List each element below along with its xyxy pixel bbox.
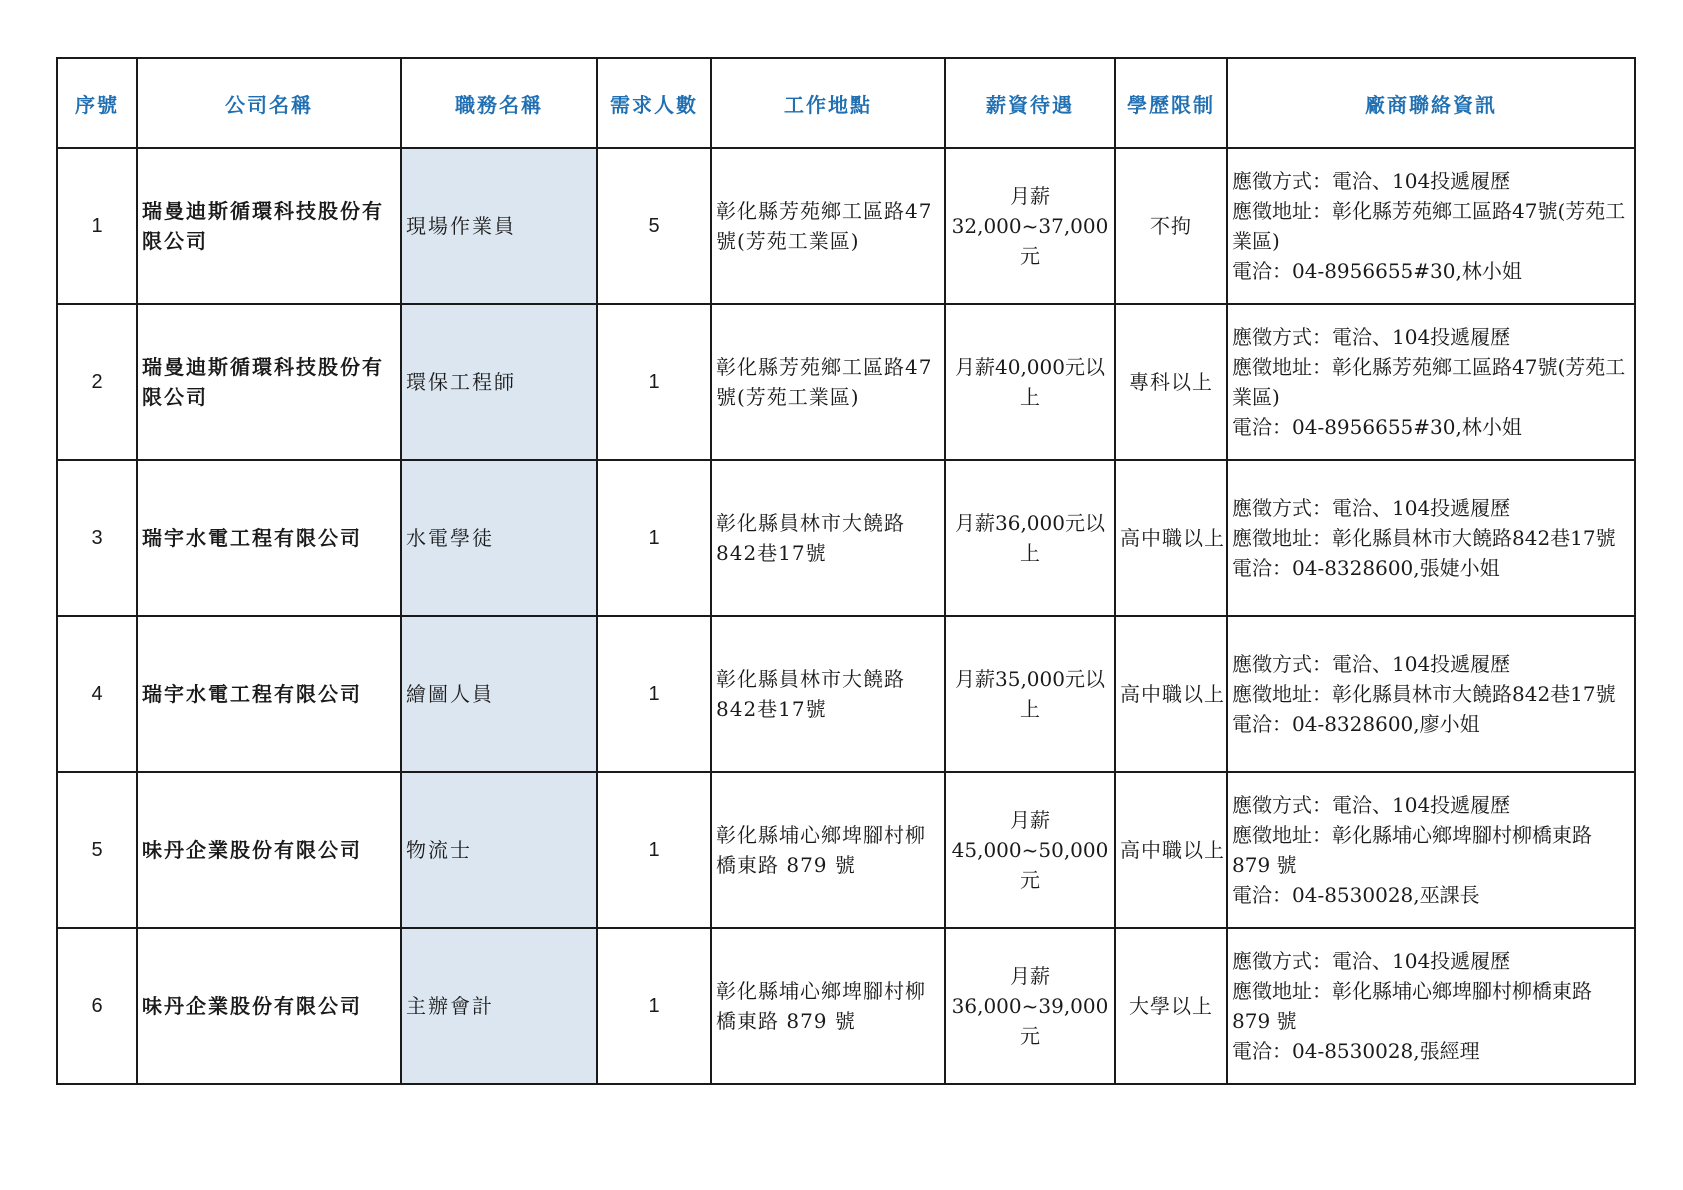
headcount: 1 — [597, 928, 711, 1084]
position-name: 現場作業員 — [401, 148, 597, 304]
table-row — [57, 616, 1635, 772]
header-company: 公司名稱 — [137, 58, 401, 148]
contact-info — [1227, 148, 1635, 304]
table-row — [57, 148, 1635, 304]
apply-method: 應徵方式：電洽、104投遞履歷 — [1232, 325, 1511, 349]
company-name: 瑞宇水電工程有限公司 — [137, 460, 401, 616]
contact-info — [1227, 460, 1635, 616]
table-header-row — [57, 58, 1635, 148]
header-contact: 廠商聯絡資訊 — [1227, 58, 1635, 148]
header-education: 學歷限制 — [1115, 58, 1227, 148]
education-requirement: 專科以上 — [1115, 304, 1227, 460]
headcount: 5 — [597, 148, 711, 304]
contact-phone: 電洽：04-8328600,廖小姐 — [1232, 712, 1480, 736]
table-row — [57, 460, 1635, 616]
education-requirement: 不拘 — [1115, 148, 1227, 304]
position-name: 物流士 — [401, 772, 597, 928]
salary: 月薪40,000元以上 — [945, 304, 1115, 460]
salary: 月薪36,000元以上 — [945, 460, 1115, 616]
salary: 月薪35,000元以上 — [945, 616, 1115, 772]
row-number: 4 — [57, 616, 137, 772]
company-name: 瑞宇水電工程有限公司 — [137, 616, 401, 772]
job-listing-table — [56, 57, 1636, 1085]
salary: 月薪45,000~50,000元 — [945, 772, 1115, 928]
contact-phone: 電洽：04-8530028,張經理 — [1232, 1039, 1480, 1063]
salary: 月薪36,000~39,000元 — [945, 928, 1115, 1084]
headcount: 1 — [597, 616, 711, 772]
company-name: 瑞曼迪斯循環科技股份有限公司 — [137, 304, 401, 460]
education-requirement: 高中職以上 — [1115, 772, 1227, 928]
work-location: 彰化縣埔心鄉埤腳村柳橋東路 879 號 — [711, 928, 945, 1084]
apply-method: 應徵方式：電洽、104投遞履歷 — [1232, 652, 1511, 676]
row-number: 1 — [57, 148, 137, 304]
row-number: 6 — [57, 928, 137, 1084]
header-count: 需求人數 — [597, 58, 711, 148]
contact-info — [1227, 772, 1635, 928]
apply-address: 應徵地址：彰化縣芳苑鄉工區路47號(芳苑工業區) — [1232, 199, 1626, 253]
apply-method: 應徵方式：電洽、104投遞履歷 — [1232, 793, 1511, 817]
work-location: 彰化縣芳苑鄉工區路47號(芳苑工業區) — [711, 304, 945, 460]
education-requirement: 高中職以上 — [1115, 616, 1227, 772]
apply-address: 應徵地址：彰化縣員林市大饒路842巷17號 — [1232, 682, 1616, 706]
position-name: 環保工程師 — [401, 304, 597, 460]
apply-address: 應徵地址：彰化縣埔心鄉埤腳村柳橋東路 879 號 — [1232, 979, 1592, 1033]
table-row — [57, 772, 1635, 928]
header-location: 工作地點 — [711, 58, 945, 148]
headcount: 1 — [597, 772, 711, 928]
contact-info — [1227, 928, 1635, 1084]
table-row — [57, 304, 1635, 460]
apply-address: 應徵地址：彰化縣員林市大饒路842巷17號 — [1232, 526, 1616, 550]
work-location: 彰化縣埔心鄉埤腳村柳橋東路 879 號 — [711, 772, 945, 928]
contact-phone: 電洽：04-8956655#30,林小姐 — [1232, 415, 1522, 439]
position-name: 水電學徒 — [401, 460, 597, 616]
row-number: 3 — [57, 460, 137, 616]
header-position: 職務名稱 — [401, 58, 597, 148]
apply-method: 應徵方式：電洽、104投遞履歷 — [1232, 496, 1511, 520]
header-no: 序號 — [57, 58, 137, 148]
position-name: 繪圖人員 — [401, 616, 597, 772]
contact-info — [1227, 616, 1635, 772]
header-salary: 薪資待遇 — [945, 58, 1115, 148]
row-number: 5 — [57, 772, 137, 928]
company-name: 瑞曼迪斯循環科技股份有限公司 — [137, 148, 401, 304]
headcount: 1 — [597, 304, 711, 460]
company-name: 味丹企業股份有限公司 — [137, 928, 401, 1084]
education-requirement: 高中職以上 — [1115, 460, 1227, 616]
apply-method: 應徵方式：電洽、104投遞履歷 — [1232, 169, 1511, 193]
contact-phone: 電洽：04-8328600,張婕小姐 — [1232, 556, 1500, 580]
position-name: 主辦會計 — [401, 928, 597, 1084]
education-requirement: 大學以上 — [1115, 928, 1227, 1084]
apply-method: 應徵方式：電洽、104投遞履歷 — [1232, 949, 1511, 973]
work-location: 彰化縣芳苑鄉工區路47號(芳苑工業區) — [711, 148, 945, 304]
apply-address: 應徵地址：彰化縣芳苑鄉工區路47號(芳苑工業區) — [1232, 355, 1626, 409]
contact-info — [1227, 304, 1635, 460]
work-location: 彰化縣員林市大饒路842巷17號 — [711, 460, 945, 616]
headcount: 1 — [597, 460, 711, 616]
contact-phone: 電洽：04-8530028,巫課長 — [1232, 883, 1480, 907]
apply-address: 應徵地址：彰化縣埔心鄉埤腳村柳橋東路 879 號 — [1232, 823, 1592, 877]
salary: 月薪32,000~37,000元 — [945, 148, 1115, 304]
work-location: 彰化縣員林市大饒路842巷17號 — [711, 616, 945, 772]
company-name: 味丹企業股份有限公司 — [137, 772, 401, 928]
table-row — [57, 928, 1635, 1084]
row-number: 2 — [57, 304, 137, 460]
contact-phone: 電洽：04-8956655#30,林小姐 — [1232, 259, 1522, 283]
